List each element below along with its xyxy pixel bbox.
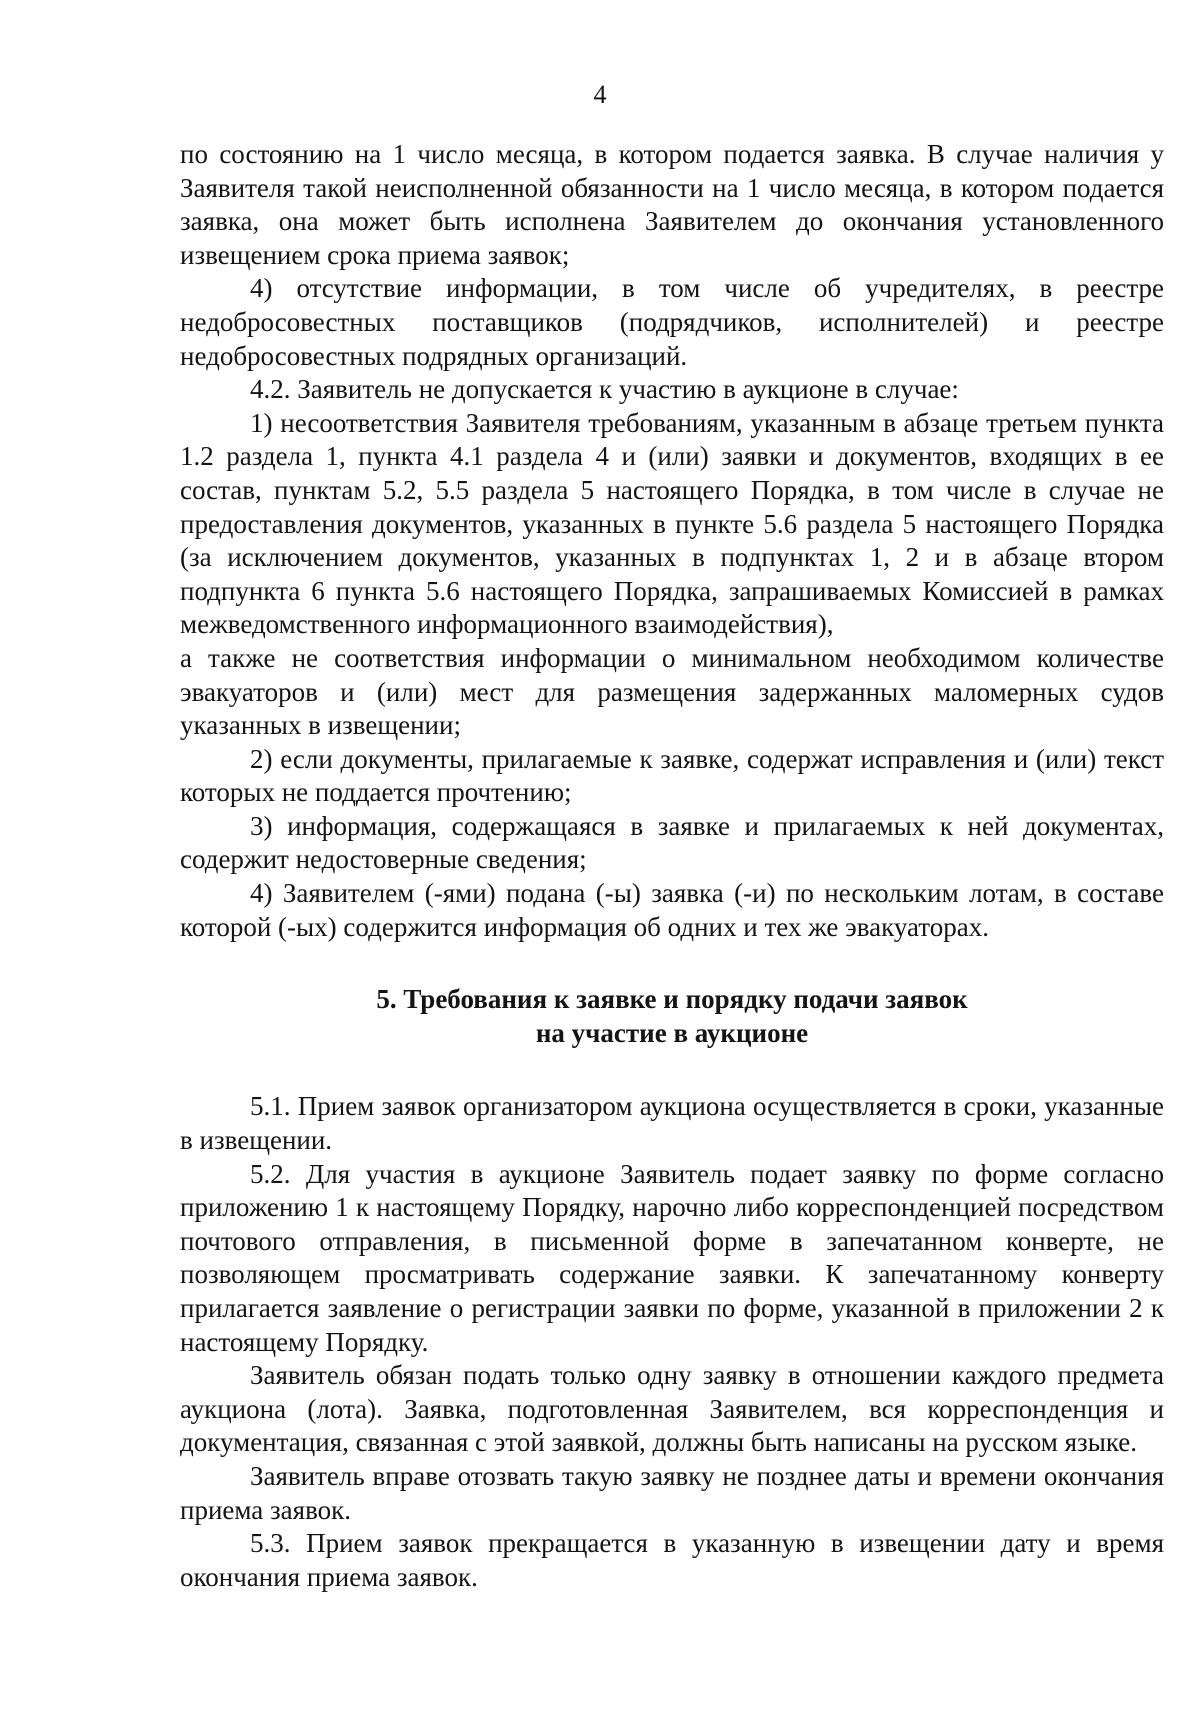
paragraph-clause-4-2-item-4: 4) Заявителем (-ями) подана (-ы) заявка (-и) по нескольким лотам, в составе которой (-ых) содержится информация об одних и тех же эвакуаторах. [180, 878, 1164, 942]
section-heading [180, 983, 1164, 1050]
document-body [180, 138, 1164, 1594]
paragraph-clause-4-2-item-2: 2) если документы, прилагаемые к заявке, содержат исправления и (или) текст которых не поддается прочтению; [180, 743, 1164, 808]
paragraph-clause-4-2-item-3: 3) информация, содержащаяся в заявке и прилагаемых к ней документах, содержит недостоверные сведения; [180, 810, 1164, 875]
paragraph-clause-4-2-item-1: 1) несоответствия Заявителя требованиям, указанным в абзаце третьем пункта 1.2 раздела 1, пункта 4.1 раздела 4 и (или) заявки и документов, входящих в ее состав, пунктам 5.2, 5.5 раздела 5 настоящего Порядка, в том числе в случае не предоставления документов, указанных в пункте 5.6 раздела 5 настоящего Порядка (за исключением документов, указанных в подпунктах 1, 2 и в абзаце втором подпункта 6 пункта 5.6 настоящего Порядка, запрашиваемых Комиссией в рамках межведомственного информационного взаимодействия), [180, 407, 1164, 640]
paragraph-clause-4-2-item-1-continued: а также не соответствия информации о минимальном необходимом количестве эвакуаторов и (или) мест для размещения задержанных маломерных судов указанных в извещении; [180, 642, 1164, 741]
paragraph-clause-4-2: 4.2. Заявитель не допускается к участию в аукционе в случае: [250, 374, 959, 405]
paragraph-clause-5-2: 5.2. Для участия в аукционе Заявитель подает заявку по форме согласно приложению 1 к настоящему Порядку, нарочно либо корреспонденцией посредством почтового отправления, в письменной форме в запечатанном конверте, не позволяющем просматривать содержание заявки. К запечатанному конверту прилагается заявление о регистрации заявки по форме, указанной в приложении 2 к настоящему Порядку. [180, 1158, 1164, 1357]
page-number: 4 [593, 80, 607, 109]
paragraph-withdrawal: Заявитель вправе отозвать такую заявку не позднее даты и времени окончания приема заявок. [180, 1460, 1164, 1525]
paragraph-clause-5-3: 5.3. Прием заявок прекращается в указанную в извещении дату и время окончания приема заявок. [180, 1528, 1164, 1592]
paragraph-continuation: по состоянию на 1 число месяца, в котором подается заявка. В случае наличия у Заявителя такой неисполненной обязанности на 1 число месяца, в котором подается заявка, она может быть исполнена Заявителем до окончания установленного извещением срока приема заявок; [180, 139, 1164, 270]
section-heading-line-2: на участие в аукционе [535, 1017, 809, 1048]
paragraph-one-application: Заявитель обязан подать только одну заявку в отношении каждого предмета аукциона (лота). Заявка, подготовленная Заявителем, вся корреспонденция и документация, связанная с этой заявкой, должны быть написаны на русском языке. [180, 1360, 1164, 1458]
paragraph-clause-5-1: 5.1. Прием заявок организатором аукциона осуществляется в сроки, указанные в извещении. [180, 1091, 1164, 1156]
section-heading-line-1: 5. Требования к заявке и порядку подачи заявок [376, 984, 968, 1015]
paragraph-item-4: 4) отсутствие информации, в том числе об учредителях, в реестре недобросовестных поставщиков (подрядчиков, исполнителей) и реестре недобросовестных подрядных организаций. [180, 273, 1164, 371]
